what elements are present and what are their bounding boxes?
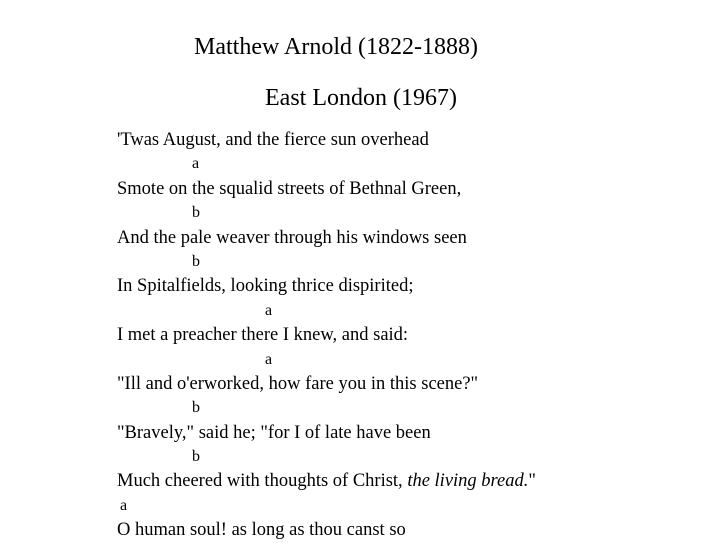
poem-line-9: O human soul! as long as thou canst so <box>117 520 406 541</box>
rhyme-marker-6: b <box>192 399 200 417</box>
rhyme-marker-7: b <box>192 448 200 466</box>
rhyme-marker-5: a <box>265 350 273 368</box>
poem-line-7: "Bravely," said he; "for I of late have been <box>117 422 431 443</box>
poem-line-6: "Ill and o'erworked, how fare you in this scene?" <box>117 373 479 394</box>
poem-line-8-italic: the living bread. <box>407 471 529 492</box>
poem-line-1: 'Twas August, and the fierce sun overhead <box>117 130 429 150</box>
rhyme-marker-4: a <box>265 301 273 319</box>
poem-line-8-end: " <box>528 471 536 492</box>
poem-line-5: I met a preacher there I knew, and said: <box>117 325 409 346</box>
poem-line-4: In Spitalfields, looking thrice dispirited; <box>117 276 414 297</box>
poem-line-2: Smote on the squalid streets of Bethnal Green, <box>117 178 462 199</box>
poem-body <box>0 128 720 543</box>
poem-line-8 <box>0 469 720 493</box>
author-heading: Matthew Arnold (1822-1888) <box>194 34 478 60</box>
poem-line-8-start: Much cheered with thoughts of Christ, <box>117 471 408 492</box>
poem-title: East London (1967) <box>265 85 457 111</box>
rhyme-marker-1: a <box>192 155 200 173</box>
rhyme-marker-3: b <box>192 252 200 270</box>
poem-line-3: And the pale weaver through his windows seen <box>117 227 467 248</box>
rhyme-marker-8: a <box>120 496 128 514</box>
rhyme-marker-2: b <box>192 204 200 222</box>
